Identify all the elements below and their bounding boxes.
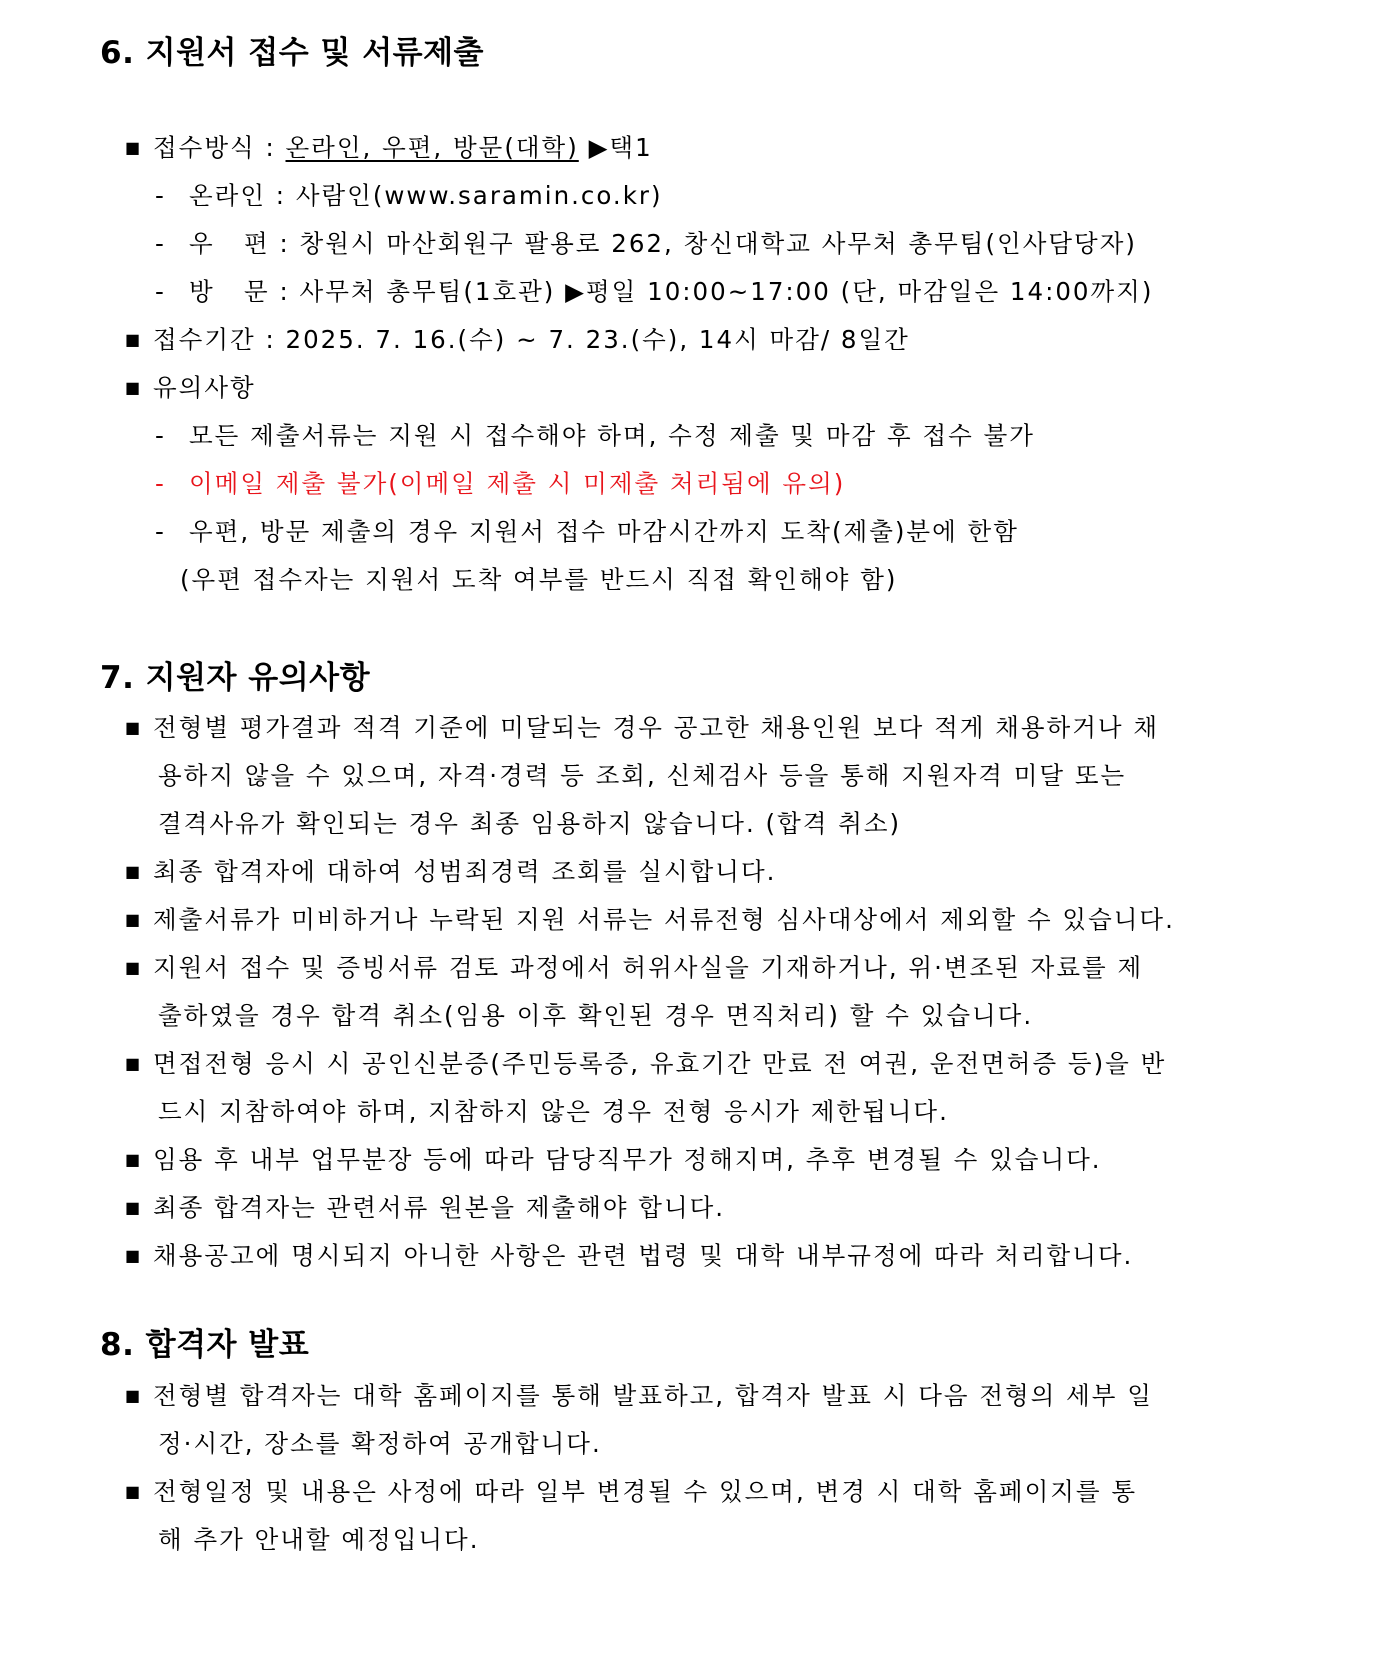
- bullet-icon: ■: [125, 138, 143, 157]
- note-2-text: 이메일 제출 불가(이메일 제출 시 미제출 처리됨에 유의): [189, 469, 846, 498]
- arrow-icon: ▶: [565, 277, 586, 306]
- s8-item-1-line-2: 정·시간, 장소를 확정하여 공개합니다.: [158, 1429, 602, 1458]
- s7-item-4-line-1: [125, 951, 1143, 985]
- visit-text-b: 평일 10:00~17:00 (단, 마감일은 14:00까지): [586, 277, 1154, 306]
- s7-item-2-line: [125, 855, 776, 889]
- bullet-icon: ■: [125, 330, 143, 349]
- note-1-text: 모든 제출서류는 지원 시 접수해야 하며, 수정 제출 및 마감 후 접수 불가: [189, 421, 1035, 450]
- s8-item-2-line-1: [125, 1475, 1137, 1509]
- s7-item-4-text-1: 지원서 접수 및 증빙서류 검토 과정에서 허위사실을 기재하거나, 위·변조된 자료를 제: [153, 953, 1144, 982]
- s7-item-1-line-3: 결격사유가 확인되는 경우 최종 임용하지 않습니다. (합격 취소): [158, 809, 902, 838]
- s7-item-8-line: [125, 1239, 1133, 1273]
- bullet-icon: ■: [125, 378, 143, 397]
- method-value: 온라인, 우편, 방문(대학): [285, 133, 579, 162]
- online-text: 온라인 : 사람인(www.saramin.co.kr): [189, 181, 663, 210]
- dash-marker: -: [155, 421, 166, 450]
- dash-marker: -: [155, 277, 166, 306]
- online-line: [155, 179, 663, 213]
- bullet-icon: ■: [125, 1482, 143, 1501]
- s7-item-6-line: [125, 1143, 1102, 1177]
- visit-line: [155, 275, 1153, 309]
- s8-item-1-text-1: 전형별 합격자는 대학 홈페이지를 통해 발표하고, 합격자 발표 시 다음 전형의 세부 일: [153, 1381, 1153, 1410]
- bullet-icon: ■: [125, 1198, 143, 1217]
- note-3-line: [155, 515, 1019, 549]
- method-suffix: 택1: [609, 133, 653, 162]
- method-label: 접수방식 :: [153, 133, 286, 162]
- bullet-icon: ■: [125, 1054, 143, 1073]
- notes-label: 유의사항: [153, 373, 256, 402]
- s7-item-7-line: [125, 1191, 725, 1225]
- s7-item-3-text: 제출서류가 미비하거나 누락된 지원 서류는 서류전형 심사대상에서 제외할 수 있습니다.: [153, 905, 1175, 934]
- period-line: [125, 323, 910, 357]
- period-text: 접수기간 : 2025. 7. 16.(수) ~ 7. 23.(수), 14시 마감/ 8일간: [153, 325, 910, 354]
- notes-line: [125, 371, 256, 405]
- note-2-line: [155, 467, 845, 501]
- s8-item-2-text-1: 전형일정 및 내용은 사정에 따라 일부 변경될 수 있으며, 변경 시 대학 홈페이지를 통: [153, 1477, 1138, 1506]
- post-text: 우 편 : 창원시 마산회원구 팔용로 262, 창신대학교 사무처 총무팀(인사담당자): [189, 229, 1137, 258]
- dash-marker: -: [155, 469, 166, 498]
- s7-item-1-line-2: 용하지 않을 수 있으며, 자격·경력 등 조회, 신체검사 등을 통해 지원자격 미달 또는: [158, 761, 1127, 790]
- note-3-text: 우편, 방문 제출의 경우 지원서 접수 마감시간까지 도착(제출)분에 한함: [189, 517, 1019, 546]
- method-line: [125, 131, 653, 165]
- bullet-icon: ■: [125, 910, 143, 929]
- s7-item-5-line-2: 드시 지참하여야 하며, 지참하지 않은 경우 전형 응시가 제한됩니다.: [158, 1097, 949, 1126]
- s7-item-5-line-1: [125, 1047, 1166, 1081]
- arrow-icon: ▶: [588, 133, 610, 162]
- s7-item-7-text: 최종 합격자는 관련서류 원본을 제출해야 합니다.: [153, 1193, 726, 1222]
- visit-text-a: 방 문 : 사무처 총무팀(1호관): [189, 277, 566, 306]
- note-3-continued: (우편 접수자는 지원서 도착 여부를 반드시 직접 확인해야 함): [180, 565, 898, 594]
- s7-item-5-text-1: 면접전형 응시 시 공인신분증(주민등록증, 유효기간 만료 전 여권, 운전면허증 등)을 반: [153, 1049, 1167, 1078]
- bullet-icon: ■: [125, 862, 143, 881]
- bullet-icon: ■: [125, 1246, 143, 1265]
- s7-item-6-text: 임용 후 내부 업무분장 등에 따라 담당직무가 정해지며, 추후 변경될 수 있습니다.: [153, 1145, 1102, 1174]
- bullet-icon: ■: [125, 1386, 143, 1405]
- dash-marker: -: [155, 517, 166, 546]
- bullet-icon: ■: [125, 718, 143, 737]
- s7-item-3-line: [125, 903, 1175, 937]
- s7-item-8-text: 채용공고에 명시되지 아니한 사항은 관련 법령 및 대학 내부규정에 따라 처리합니다.: [153, 1241, 1134, 1270]
- dash-marker: -: [155, 181, 166, 210]
- dash-marker: -: [155, 229, 166, 258]
- s7-item-1-line-1: [125, 711, 1159, 745]
- s8-item-1-line-1: [125, 1379, 1153, 1413]
- section-8-title: 8. 합격자 발표: [100, 1327, 310, 1363]
- s8-item-2-line-2: 해 추가 안내할 예정입니다.: [158, 1525, 480, 1554]
- s7-item-1-text-1: 전형별 평가결과 적격 기준에 미달되는 경우 공고한 채용인원 보다 적게 채용하거나 채: [153, 713, 1160, 742]
- post-line: [155, 227, 1137, 261]
- bullet-icon: ■: [125, 1150, 143, 1169]
- s7-item-2-text: 최종 합격자에 대하여 성범죄경력 조회를 실시합니다.: [153, 857, 777, 886]
- section-7-title: 7. 지원자 유의사항: [100, 660, 371, 696]
- s7-item-4-line-2: 출하였을 경우 합격 취소(임용 이후 확인된 경우 면직처리) 할 수 있습니다.: [158, 1001, 1034, 1030]
- section-6-title: 6. 지원서 접수 및 서류제출: [100, 35, 484, 71]
- note-1-line: [155, 419, 1035, 453]
- bullet-icon: ■: [125, 958, 143, 977]
